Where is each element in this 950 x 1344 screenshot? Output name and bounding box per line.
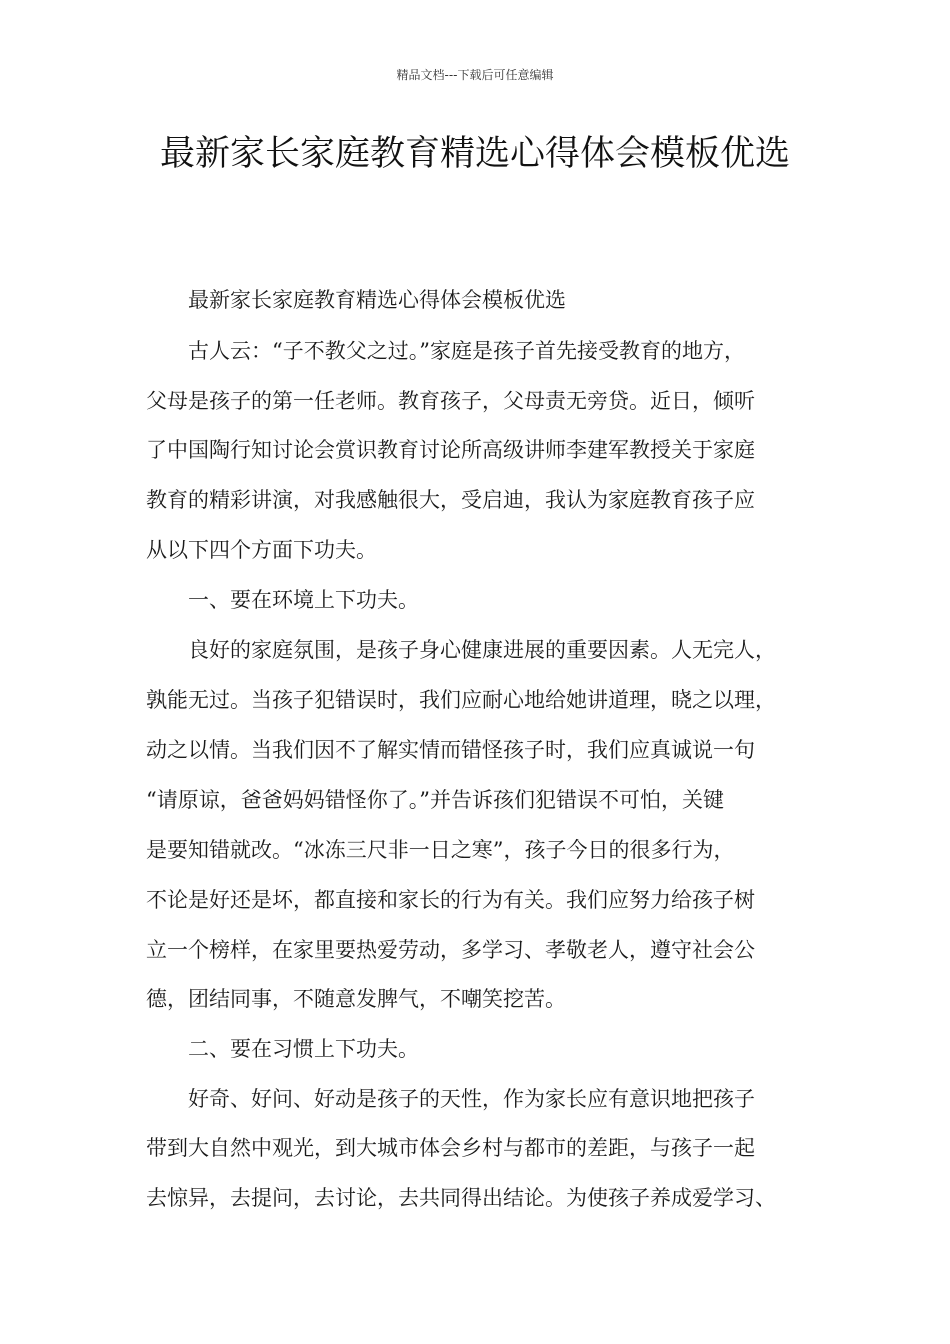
body-line: 了中国陶行知讨论会赏识教育讨论所高级讲师李建军教授关于家庭 xyxy=(146,438,755,462)
body-line: 是要知错就改。“冰冻三尺非一日之寒”，孩子今日的很多行为， xyxy=(146,838,735,862)
body-line: 不论是好还是坏，都直接和家长的行为有关。我们应努力给孩子树 xyxy=(146,888,755,912)
body-line-subtitle: 最新家长家庭教育精选心得体会模板优选 xyxy=(188,288,566,312)
body-line: 父母是孩子的第一任老师。教育孩子，父母责无旁贷。近日，倾听 xyxy=(146,389,755,413)
body-line: 孰能无过。当孩子犯错误时，我们应耐心地给她讲道理，晓之以理， xyxy=(146,688,776,712)
body-line: 德，团结同事，不随意发脾气，不嘲笑挖苦。 xyxy=(146,987,566,1011)
section-heading-1: 一、要在环境上下功夫。 xyxy=(188,588,419,612)
section-heading-2: 二、要在习惯上下功夫。 xyxy=(188,1037,419,1061)
body-line: 去惊异，去提问，去讨论，去共同得出结论。为使孩子养成爱学习、 xyxy=(146,1186,776,1210)
body-line: “请原谅，爸爸妈妈错怪你了。”并告诉孩们犯错误不可怕，关键 xyxy=(146,788,724,812)
body-line: 立一个榜样，在家里要热爱劳动，多学习、孝敬老人，遵守社会公 xyxy=(146,938,755,962)
page-header-note: 精品文档---下载后可任意编辑 xyxy=(396,68,554,82)
body-line: 带到大自然中观光，到大城市体会乡村与都市的差距，与孩子一起 xyxy=(146,1136,755,1160)
document-title: 最新家长家庭教育精选心得体会模板优选 xyxy=(159,134,790,174)
body-line: 古人云：“子不教父之过。”家庭是孩子首先接受教育的地方， xyxy=(188,339,745,363)
body-line: 动之以情。当我们因不了解实情而错怪孩子时，我们应真诚说一句 xyxy=(146,738,755,762)
body-line: 教育的精彩讲演，对我感触很大，受启迪，我认为家庭教育孩子应 xyxy=(146,488,755,512)
body-line: 从以下四个方面下功夫。 xyxy=(146,538,377,562)
body-line: 良好的家庭氛围，是孩子身心健康进展的重要因素。人无完人， xyxy=(188,638,776,662)
body-line: 好奇、好问、好动是孩子的天性，作为家长应有意识地把孩子 xyxy=(188,1087,755,1111)
